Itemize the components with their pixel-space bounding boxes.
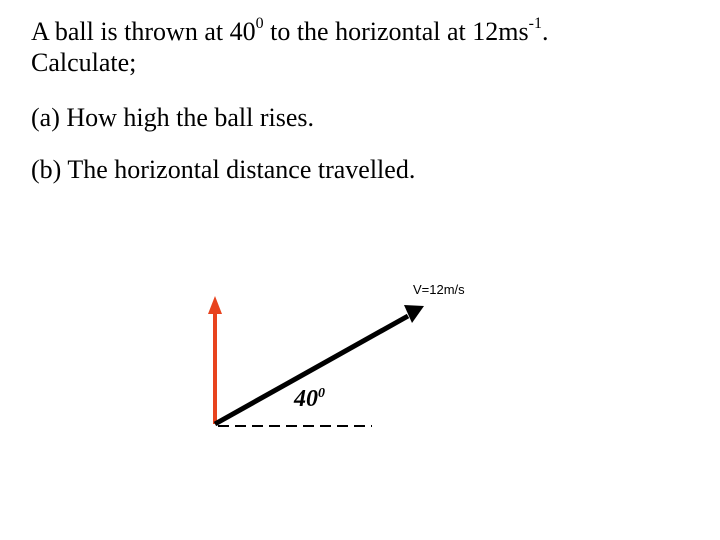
angle-label — [294, 384, 325, 414]
vertical-arrowhead — [208, 296, 222, 314]
part-a-text: (a) How high the ball rises. — [31, 103, 315, 132]
part-b-text: (b) The horizontal distance travelled. — [31, 155, 416, 184]
question-line1-end: . — [541, 17, 549, 46]
angle-degree-superscript: 0 — [318, 386, 325, 401]
angle-value: 40 — [294, 386, 318, 412]
velocity-label: V=12m/s — [413, 282, 465, 297]
degree-superscript: 0 — [255, 15, 264, 33]
velocity-arrowhead — [404, 305, 424, 323]
unit-superscript: -1 — [528, 15, 542, 33]
question-line1-start: A ball is thrown at 40 — [31, 17, 256, 46]
question-line1-middle: to the horizontal at 12ms — [263, 17, 529, 46]
question-line2: Calculate; — [31, 48, 137, 77]
